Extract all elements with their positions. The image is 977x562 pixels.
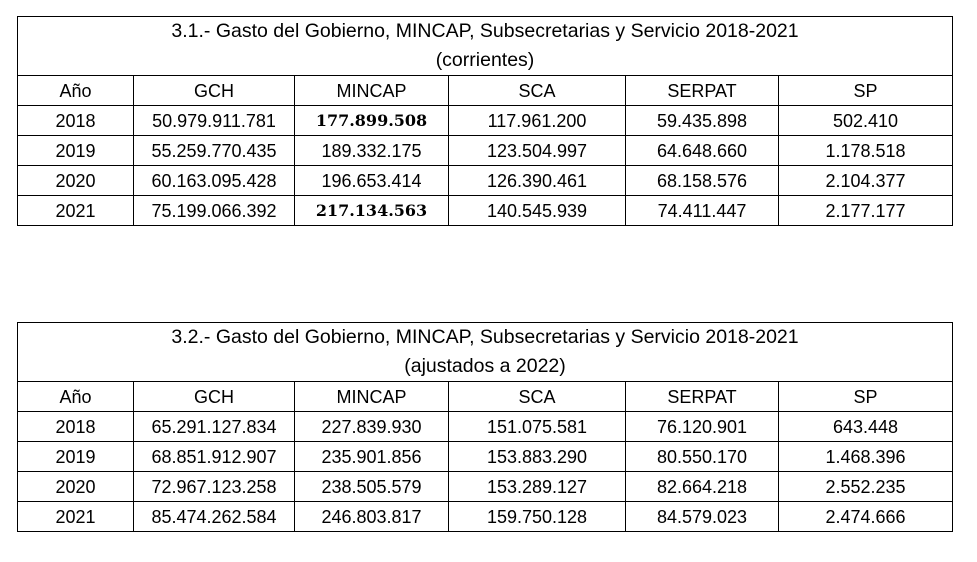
table-cell: 2.104.377: [779, 166, 953, 196]
table-gasto-ajustados: [17, 322, 953, 532]
table-cell: 50.979.911.781: [134, 106, 295, 136]
header-cell: GCH: [134, 76, 295, 106]
header-row: [18, 76, 953, 106]
table-cell: 64.648.660: [626, 136, 779, 166]
table-title-line1: 3.1.- Gasto del Gobierno, MINCAP, Subsecretarias y Servicio 2018-2021: [171, 20, 799, 42]
table-cell: 65.291.127.834: [134, 412, 295, 442]
table-cell: 82.664.218: [626, 472, 779, 502]
table-cell: 2020: [18, 472, 134, 502]
table-cell: 2021: [18, 196, 134, 226]
table-cell: 217.134.563: [295, 196, 449, 226]
table-title-line2: (ajustados a 2022): [404, 355, 566, 377]
header-cell: SP: [779, 382, 953, 412]
header-cell: SP: [779, 76, 953, 106]
header-row: [18, 382, 953, 412]
header-cell: SERPAT: [626, 382, 779, 412]
table-cell: 235.901.856: [295, 442, 449, 472]
table-cell: 74.411.447: [626, 196, 779, 226]
table-cell: 2020: [18, 166, 134, 196]
table-gasto-corrientes: [17, 16, 953, 226]
table-cell: 59.435.898: [626, 106, 779, 136]
table-cell: 153.289.127: [449, 472, 626, 502]
table-cell: 84.579.023: [626, 502, 779, 532]
table-cell: 153.883.290: [449, 442, 626, 472]
table-row: [18, 196, 953, 226]
table-cell: 502.410: [779, 106, 953, 136]
table-cell: 238.505.579: [295, 472, 449, 502]
table-cell: 151.075.581: [449, 412, 626, 442]
table-title: [18, 17, 953, 76]
table-cell: 2019: [18, 136, 134, 166]
table-cell: 1.468.396: [779, 442, 953, 472]
table-cell: 2.474.666: [779, 502, 953, 532]
table-cell: 177.899.508: [295, 106, 449, 136]
table-cell: 2.552.235: [779, 472, 953, 502]
table-cell: 75.199.066.392: [134, 196, 295, 226]
table-row: [18, 412, 953, 442]
table-row: [18, 136, 953, 166]
table-cell: 1.178.518: [779, 136, 953, 166]
table-cell: 68.158.576: [626, 166, 779, 196]
table-cell: 80.550.170: [626, 442, 779, 472]
table-cell: 2018: [18, 412, 134, 442]
table-title: [18, 323, 953, 382]
table-cell: 2019: [18, 442, 134, 472]
table-cell: 126.390.461: [449, 166, 626, 196]
table-cell: 60.163.095.428: [134, 166, 295, 196]
table-row: [18, 442, 953, 472]
table-cell: 246.803.817: [295, 502, 449, 532]
header-cell: SCA: [449, 382, 626, 412]
table-cell: 189.332.175: [295, 136, 449, 166]
header-cell: SCA: [449, 76, 626, 106]
table-cell: 2021: [18, 502, 134, 532]
header-cell: Año: [18, 76, 134, 106]
table-cell: 76.120.901: [626, 412, 779, 442]
table-cell: 123.504.997: [449, 136, 626, 166]
table-cell: 55.259.770.435: [134, 136, 295, 166]
table-row: [18, 106, 953, 136]
table-row: [18, 166, 953, 196]
table-cell: 2.177.177: [779, 196, 953, 226]
table-cell: 85.474.262.584: [134, 502, 295, 532]
table-cell: 196.653.414: [295, 166, 449, 196]
table-cell: 72.967.123.258: [134, 472, 295, 502]
header-cell: MINCAP: [295, 76, 449, 106]
table-row: [18, 502, 953, 532]
header-cell: Año: [18, 382, 134, 412]
table-cell: 2018: [18, 106, 134, 136]
table-title-line1: 3.2.- Gasto del Gobierno, MINCAP, Subsecretarias y Servicio 2018-2021: [171, 326, 799, 348]
header-cell: MINCAP: [295, 382, 449, 412]
table-cell: 140.545.939: [449, 196, 626, 226]
table-cell: 643.448: [779, 412, 953, 442]
table-cell: 68.851.912.907: [134, 442, 295, 472]
table-cell: 117.961.200: [449, 106, 626, 136]
table-cell: 227.839.930: [295, 412, 449, 442]
header-cell: SERPAT: [626, 76, 779, 106]
table-row: [18, 472, 953, 502]
header-cell: GCH: [134, 382, 295, 412]
table-title-line2: (corrientes): [435, 49, 535, 71]
table-cell: 159.750.128: [449, 502, 626, 532]
